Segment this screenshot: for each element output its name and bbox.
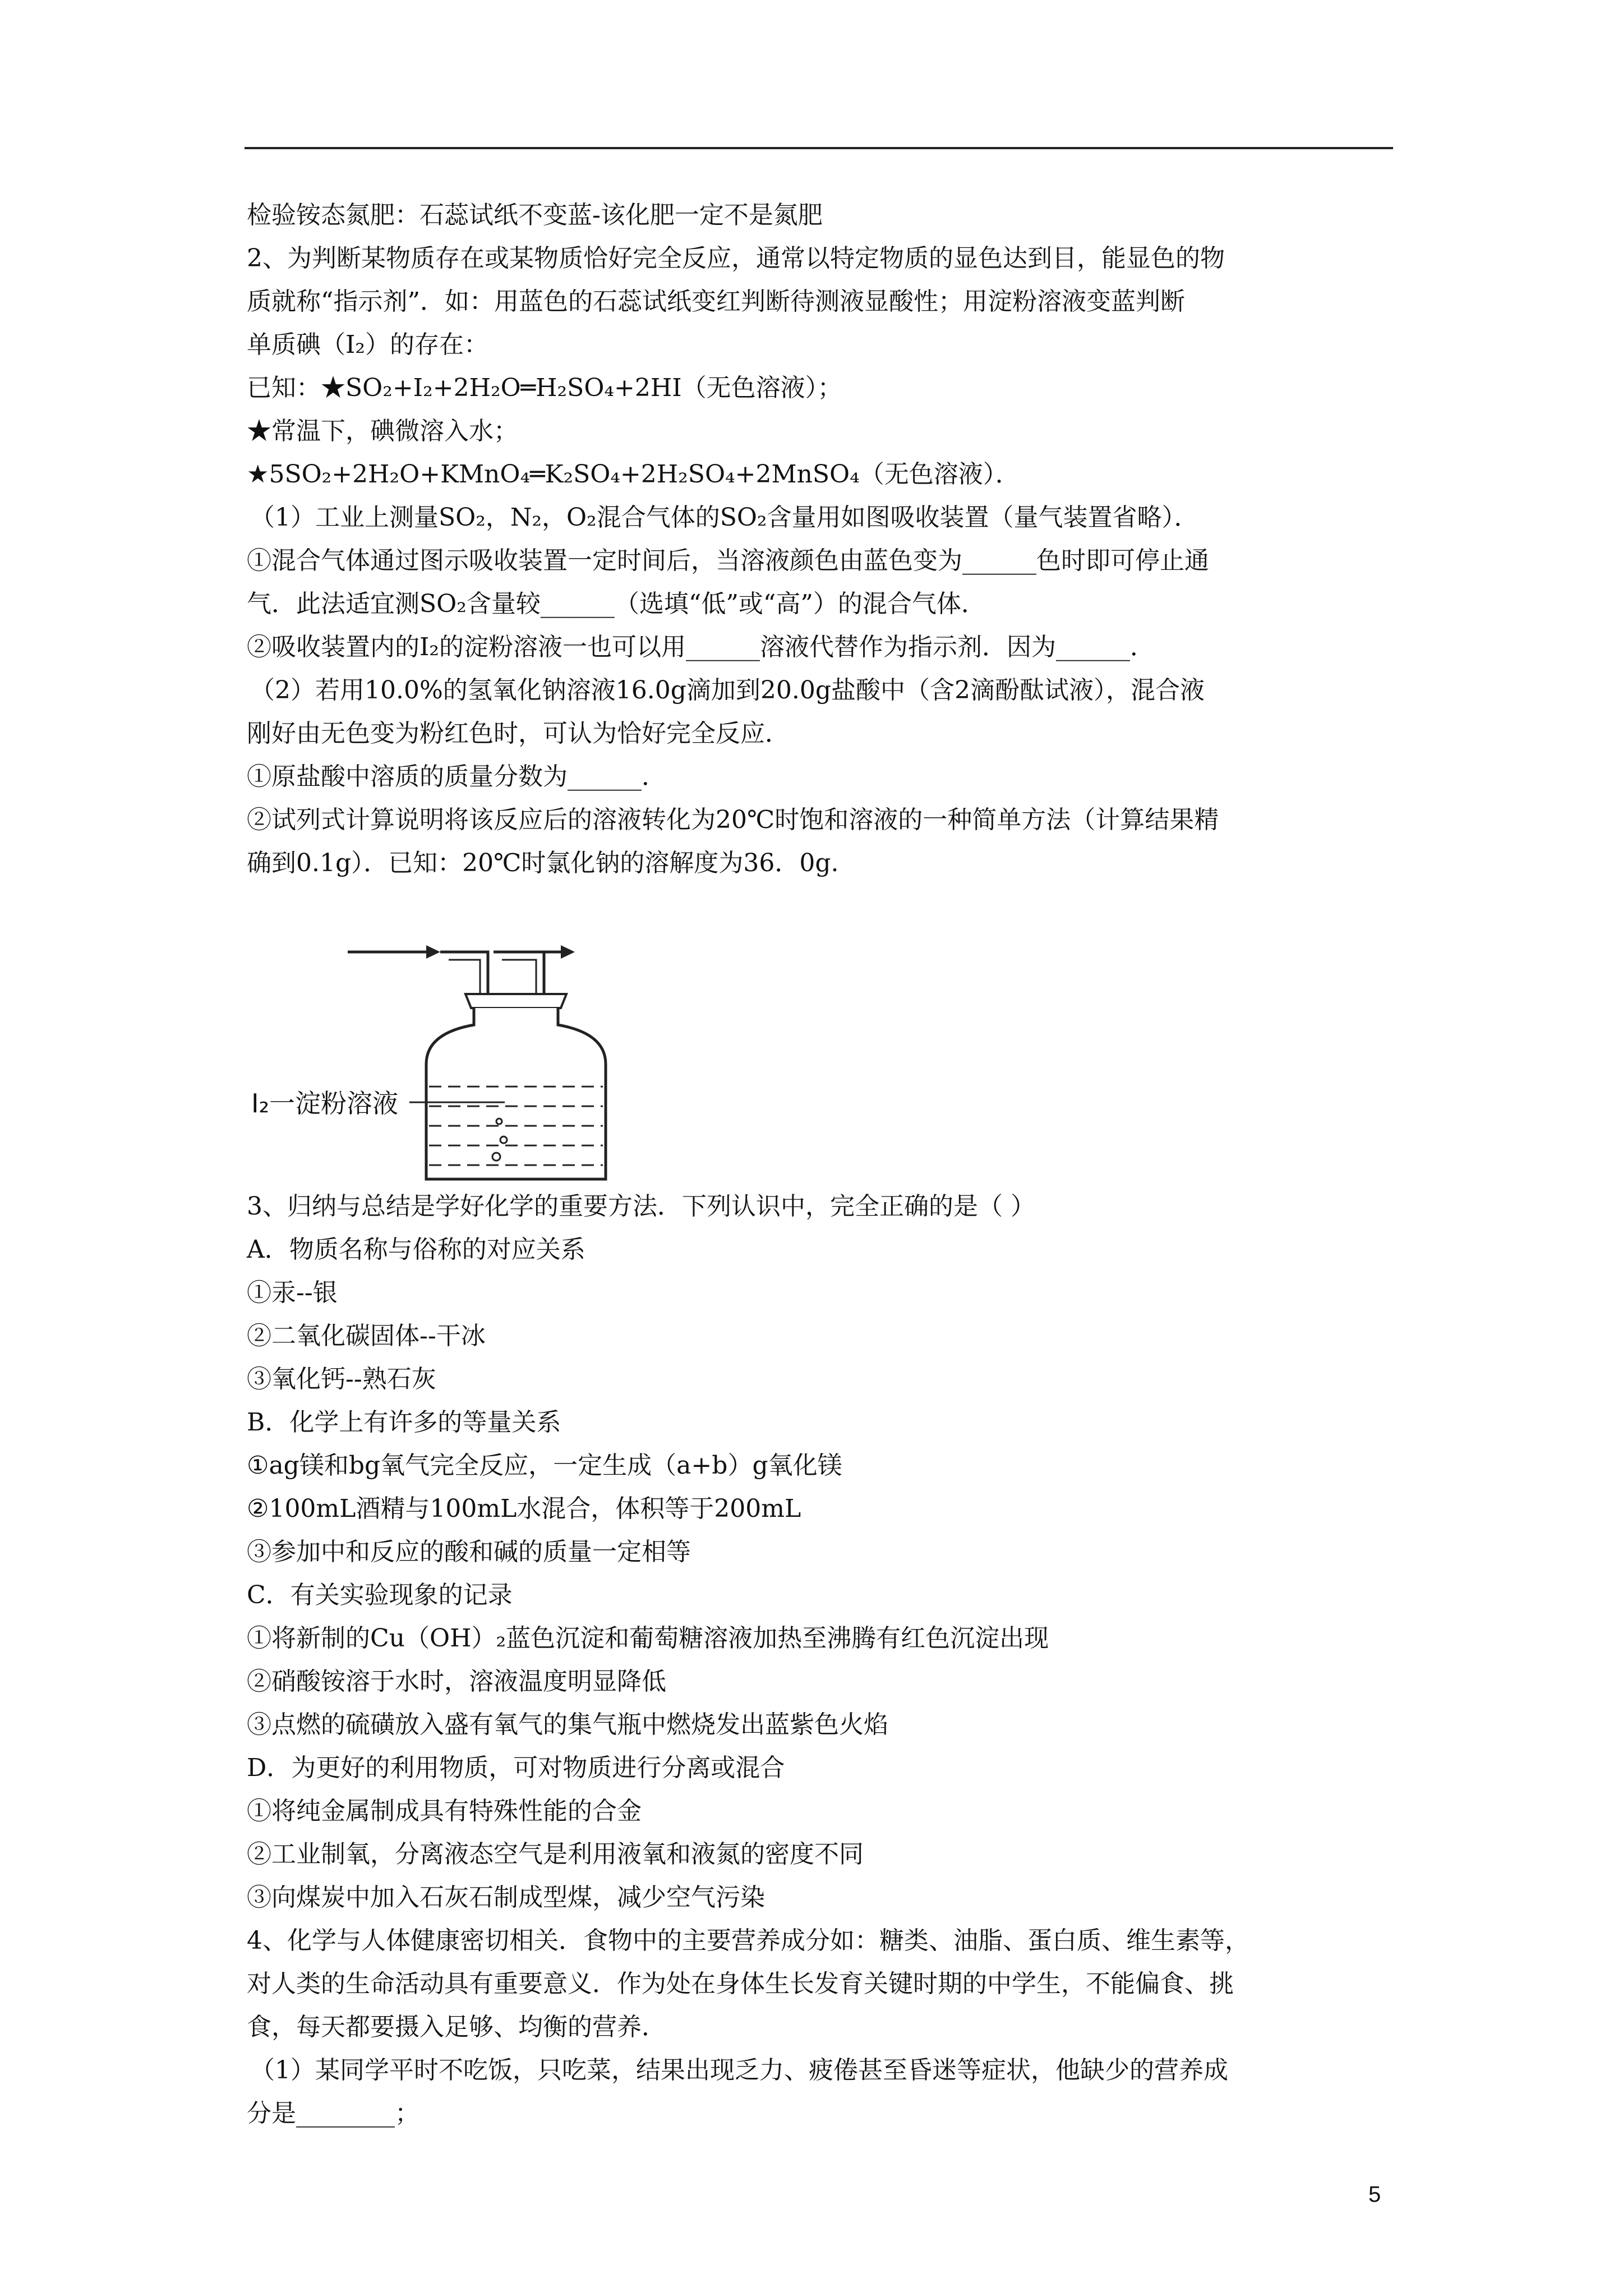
text-line: ②工业制氧，分离液态空气是利用液氧和液氮的密度不同 (247, 1840, 864, 1869)
text-line: 单质碘（I₂）的存在： (247, 330, 489, 359)
text-line: 4、化学与人体健康密切相关．食物中的主要营养成分如：糖类、油脂、蛋白质、维生素等， (247, 1926, 1249, 1955)
question-1-part-1: ①混合气体通过图示吸收装置一定时间后，当溶液颜色由蓝色变为______色时即可停止通 (247, 546, 1209, 575)
question-2-part-2-cont: 确到0.1g）．已知：20℃时氯化钠的溶解度为36．0g. (247, 849, 839, 877)
question-2-part-1: ①原盐酸中溶质的质量分数为______． (247, 762, 666, 791)
gas-bottle-diagram (247, 901, 639, 1185)
question-1-intro: （1）工业上测量SO₂，N₂，O₂混合气体的SO₂含量用如图吸收装置（量气装置省略）． (250, 503, 1199, 532)
question-1-part-2: ②吸收装置内的I₂的淀粉溶液一也可以用______溶液代替作为指示剂．因为______． (247, 633, 1155, 661)
text-line: ③点燃的硫磺放入盛有氧气的集气瓶中燃烧发出蓝紫色火焰 (247, 1710, 888, 1739)
header-rule (245, 147, 1393, 149)
known-equation-1: 已知：★SO₂+I₂+2H₂O═H₂SO₄+2HI（无色溶液）； (247, 374, 842, 402)
text-line: ①将纯金属制成具有特殊性能的合金 (247, 1797, 642, 1825)
text-line: ③参加中和反应的酸和碱的质量一定相等 (247, 1538, 691, 1566)
text-line: ③向煤炭中加入石灰石制成型煤，减少空气污染 (247, 1883, 765, 1912)
text-line: 分是________； (247, 2099, 419, 2128)
text-line: ③氧化钙--熟石灰 (247, 1365, 436, 1393)
text-line: ②硝酸铵溶于水时，溶液温度明显降低 (247, 1667, 666, 1696)
text-line: （1）某同学平时不吃饭，只吃菜，结果出现乏力、疲倦甚至昏迷等症状，他缺少的营养成 (250, 2056, 1228, 2085)
text-line: ②二氧化碳固体--干冰 (247, 1322, 486, 1350)
text-line: 对人类的生命活动具有重要意义．作为处在身体生长发育关键时期的中学生，不能偏食、挑 (247, 1970, 1234, 1998)
absorption-apparatus-figure (247, 901, 1396, 1185)
text-line: B．化学上有许多的等量关系 (247, 1408, 561, 1437)
question-1-part-1-cont: 气．此法适宜测SO₂含量较______（选填“低”或“高”）的混合气体． (247, 590, 986, 618)
figure-label: I₂一淀粉溶液 (251, 1088, 399, 1119)
text-line: 食，每天都要摄入足够、均衡的营养． (247, 2013, 666, 2041)
text-line: 质就称“指示剂”．如：用蓝色的石蕊试纸变红判断待测液显酸性；用淀粉溶液变蓝判断 (247, 287, 1185, 316)
question-2-part-2: ②试列式计算说明将该反应后的溶液转化为20℃时饱和溶液的一种简单方法（计算结果精 (247, 806, 1219, 834)
document-body (247, 194, 1396, 2135)
question-2-intro-cont: 刚好由无色变为粉红色时，可认为恰好完全反应． (247, 719, 790, 748)
text-line: A．物质名称与俗称的对应关系 (247, 1235, 585, 1264)
known-equation-3: ★5SO₂+2H₂O+KMnO₄═K₂SO₄+2H₂SO₄+2MnSO₄（无色溶液）． (247, 460, 1020, 489)
text-line: ①将新制的Cu（OH）₂蓝色沉淀和葡萄糖溶液加热至沸腾有红色沉淀出现 (247, 1624, 1049, 1653)
text-line: ①ag镁和bg氧气完全反应，一定生成（a+b）g氧化镁 (247, 1451, 842, 1480)
question-2-intro: （2）若用10.0%的氢氧化钠溶液16.0g滴加到20.0g盐酸中（含2滴酚酞试液），混合液 (250, 676, 1205, 705)
text-line: 2、为判断某物质存在或某物质恰好完全反应，通常以特定物质的显色达到目，能显色的物 (247, 244, 1225, 273)
text-line: ②100mL酒精与100mL水混合，体积等于200mL (247, 1494, 801, 1523)
text-line: C．有关实验现象的记录 (247, 1581, 513, 1609)
text-line: D．为更好的利用物质，可对物质进行分离或混合 (247, 1754, 785, 1782)
text-line: 3、归纳与总结是学好化学的重要方法．下列认识中，完全正确的是（ ） (247, 1192, 1035, 1221)
page-number: 5 (1368, 2182, 1381, 2207)
known-fact-2: ★常温下，碘微溶入水； (247, 417, 518, 445)
text-line: 检验铵态氮肥：石蕊试纸不变蓝-该化肥一定不是氮肥 (247, 201, 823, 229)
text-line: ①汞--银 (247, 1278, 338, 1307)
